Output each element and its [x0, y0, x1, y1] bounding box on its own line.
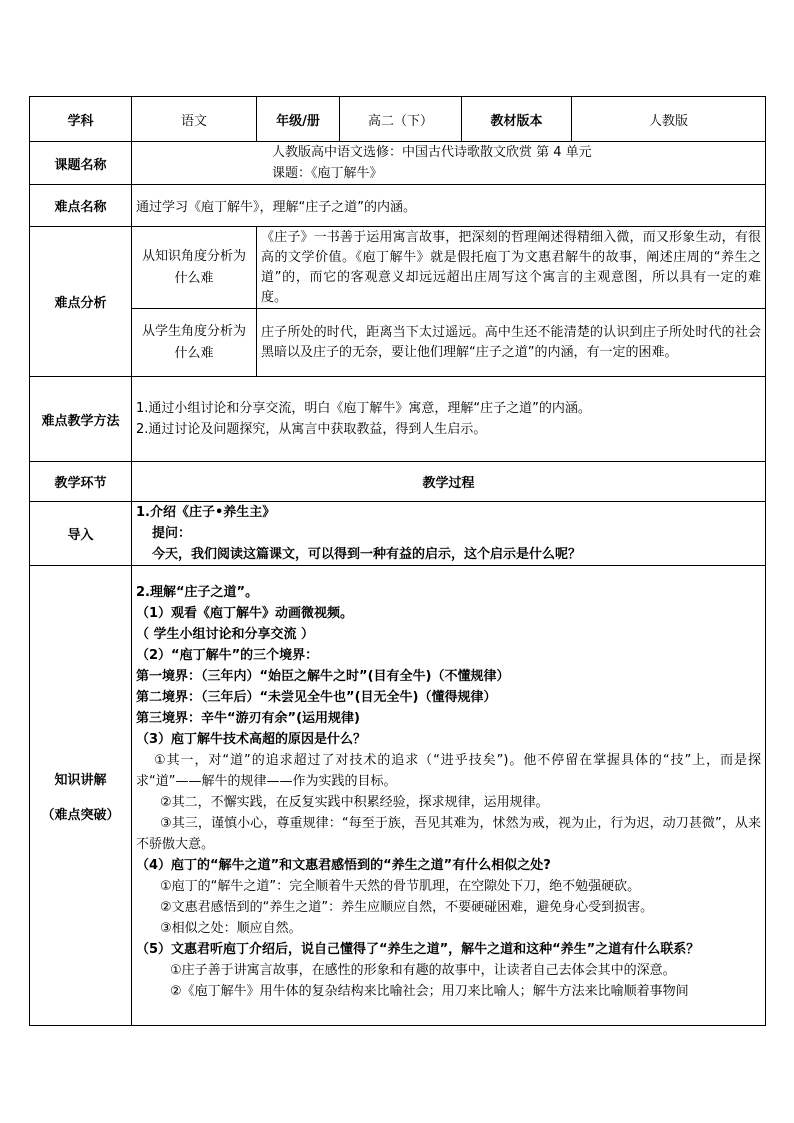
knowledge-label-cell [30, 566, 132, 1026]
textbook-value: 人教版 [572, 97, 766, 142]
textbook-label: 教材版本 [462, 97, 572, 142]
knowledge-line: ①庄子善于讲寓言故事，在感性的形象和有趣的故事中，让读者自己去体会其中的深意。 [170, 963, 676, 978]
method-cell [132, 377, 766, 462]
knowledge-content [132, 566, 766, 1026]
subject-label: 学科 [30, 97, 132, 142]
analysis-row-student [30, 309, 766, 377]
method-row [30, 377, 766, 462]
topic-row [30, 142, 766, 185]
difficulty-label: 难点名称 [30, 185, 132, 227]
knowledge-line: 第一境界：（三年内）“始臣之解牛之时”(目有全牛)（不懂规律） [136, 669, 510, 684]
knowledge-line: 第三境界：辛牛“游刃有余”(运用规律) [136, 711, 360, 726]
lesson-plan-table [29, 96, 766, 1026]
intro-line-2: 提问： [152, 526, 192, 541]
knowledge-line: 2.理解“庄子之道”。 [136, 585, 259, 600]
subject-value: 语文 [132, 97, 257, 142]
header-row [30, 97, 766, 142]
topic-line-2: 课题：《庖丁解牛》 [272, 166, 383, 181]
knowledge-line: （1）观看《庖丁解牛》动画微视频。 [136, 606, 354, 621]
intro-line-1: 1.介绍《庄子•养生主》 [136, 505, 276, 520]
knowledge-angle-label: 从知识角度分析为什么难 [132, 227, 257, 309]
knowledge-sublabel: （难点突破） [41, 807, 120, 823]
knowledge-row [30, 566, 766, 1026]
knowledge-line: ③其三，谨慎小心，尊重规律：“每至于族，吾见其难为，怵然为戒，视为止，行为迟，动刀甚微”，从来不骄傲大意。 [136, 816, 761, 852]
difficulty-row [30, 185, 766, 227]
process-column-header: 教学过程 [132, 462, 766, 502]
grade-label: 年级/册 [257, 97, 340, 142]
knowledge-line: 第二境界：（三年后）“未尝见全牛也”(目无全牛)（懂得规律） [136, 690, 497, 705]
intro-label: 导入 [30, 502, 132, 566]
intro-cell [132, 502, 766, 566]
knowledge-line: （ 学生小组讨论和分享交流 ） [136, 627, 315, 642]
topic-line-1: 人教版高中语文选修：中国古代诗歌散文欣赏 第 4 单元 [272, 145, 592, 160]
knowledge-line: （5）文惠君听庖丁介绍后，说自己懂得了“养生之道”，解牛之道和这种“养生”之道有什么联系？ [136, 942, 700, 957]
analysis-row-knowledge [30, 227, 766, 309]
process-header-row [30, 462, 766, 502]
analysis-label: 难点分析 [30, 227, 132, 377]
stage-column-header: 教学环节 [30, 462, 132, 502]
knowledge-line: （2）“庖丁解牛”的三个境界： [136, 648, 319, 663]
knowledge-line: ①庖丁的“解牛之道”：完全顺着牛天然的骨节肌理，在空隙处下刀，绝不勉强硬砍。 [160, 879, 641, 894]
grade-value: 高二（下） [340, 97, 462, 142]
knowledge-line: ③相似之处：顺应自然。 [160, 921, 302, 936]
knowledge-line: （4）庖丁的“解牛之道”和文惠君感悟到的“养生之道”有什么相似之处? [136, 858, 551, 873]
intro-row [30, 502, 766, 566]
knowledge-angle-text: 《庄子》一书善于运用寓言故事，把深刻的哲理阐述得精细入微，而又形象生动，有很高的文学价值。《庖丁解牛》就是假托庖丁为文惠君解牛的故事，阐述庄周的“养生之道”的，而它的客观意义却远远超出庄周写这个寓言的主观意图，所以具有一定的难度。 [257, 227, 766, 309]
knowledge-line: ②《庖丁解牛》用牛体的复杂结构来比喻社会；用刀来比喻人；解牛方法来比喻顺着事物间 [170, 984, 689, 999]
method-label: 难点教学方法 [30, 377, 132, 462]
student-angle-text: 庄子所处的时代，距离当下太过遥远。高中生还不能清楚的认识到庄子所处时代的社会黑暗以及庄子的无奈，要让他们理解“庄子之道”的内涵，有一定的困难。 [257, 309, 766, 377]
topic-cell [132, 142, 766, 185]
difficulty-value: 通过学习《庖丁解牛》，理解“庄子之道”的内涵。 [132, 185, 766, 227]
knowledge-label: 知识讲解 [54, 772, 107, 788]
intro-line-3: 今天，我们阅读这篇课文，可以得到一种有益的启示，这个启示是什么呢？ [152, 547, 582, 562]
topic-label: 课题名称 [30, 142, 132, 185]
knowledge-line: ②文惠君感悟到的“养生之道”：养生应顺应自然，不要硬碰困难，避免身心受到损害。 [160, 900, 654, 915]
knowledge-line: （3）庖丁解牛技术高超的原因是什么？ [136, 732, 367, 747]
method-line-1: 1.通过小组讨论和分享交流，明白《庖丁解牛》寓意，理解“庄子之道”的内涵。 [136, 401, 591, 416]
student-angle-label: 从学生角度分析为什么难 [132, 309, 257, 377]
knowledge-line: ①其一，对“道”的追求超过了对技术的追求（“进乎技矣”)。他不停留在掌握具体的“技”上，而是探求“道”——解牛的规律——作为实践的目标。 [136, 753, 761, 789]
method-line-2: 2.通过讨论及问题探究，从寓言中获取教益，得到人生启示。 [136, 422, 487, 437]
knowledge-line: ②其二，不懈实践，在反复实践中积累经验，探求规律，运用规律。 [160, 795, 549, 810]
